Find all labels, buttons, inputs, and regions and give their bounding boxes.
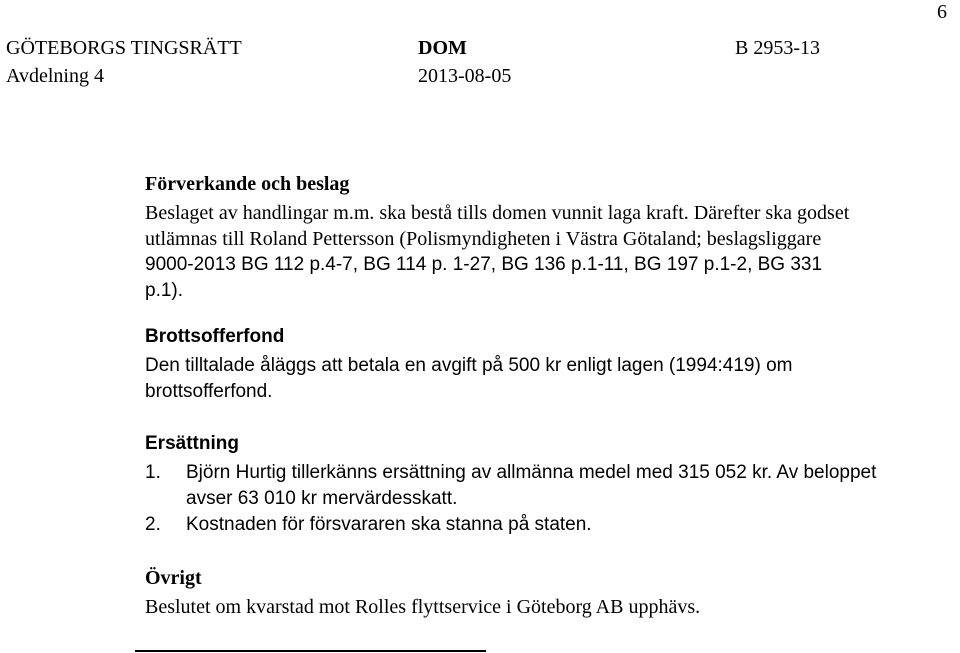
document-type: DOM: [418, 37, 467, 59]
paragraph-line: Beslutet om kvarstad mot Rolles flyttservice i Göteborg AB upphävs.: [145, 596, 701, 618]
paragraph-line: 9000-2013 BG 112 p.4-7, BG 114 p. 1-27, BG 136 p.1-11, BG 197 p.1-2, BG 331: [145, 254, 823, 275]
list-item-line: Kostnaden för försvararen ska stanna på staten.: [186, 514, 592, 535]
list-item-number: 2.: [145, 514, 161, 535]
page-number: 6: [937, 1, 947, 23]
section-heading-forverkande: Förverkande och beslag: [145, 173, 350, 195]
case-number: B 2953-13: [735, 37, 820, 59]
paragraph-line: utlämnas till Roland Pettersson (Polismyndigheten i Västra Götaland; beslagsliggare: [145, 228, 822, 250]
section-heading-ovrigt: Övrigt: [145, 567, 202, 589]
list-item-number: 1.: [145, 462, 161, 483]
section-heading-ersattning: Ersättning: [145, 433, 239, 454]
paragraph-line: Beslaget av handlingar m.m. ska bestå tills domen vunnit laga kraft. Därefter ska godset: [145, 202, 850, 224]
department: Avdelning 4: [6, 65, 104, 87]
list-item-line: avser 63 010 kr mervärdesskatt.: [186, 488, 458, 509]
paragraph-line: Den tilltalade åläggs att betala en avgift på 500 kr enligt lagen (1994:419) om: [145, 355, 793, 376]
paragraph-line: brottsofferfond.: [145, 381, 273, 402]
signature-rule: [135, 650, 486, 652]
list-item-line: Björn Hurtig tillerkänns ersättning av allmänna medel med 315 052 kr. Av beloppet: [186, 462, 877, 483]
court-name: GÖTEBORGS TINGSRÄTT: [6, 37, 242, 59]
document-date: 2013-08-05: [418, 65, 512, 87]
section-heading-brottsofferfond: Brottsofferfond: [145, 326, 285, 347]
paragraph-line: p.1).: [145, 280, 184, 301]
